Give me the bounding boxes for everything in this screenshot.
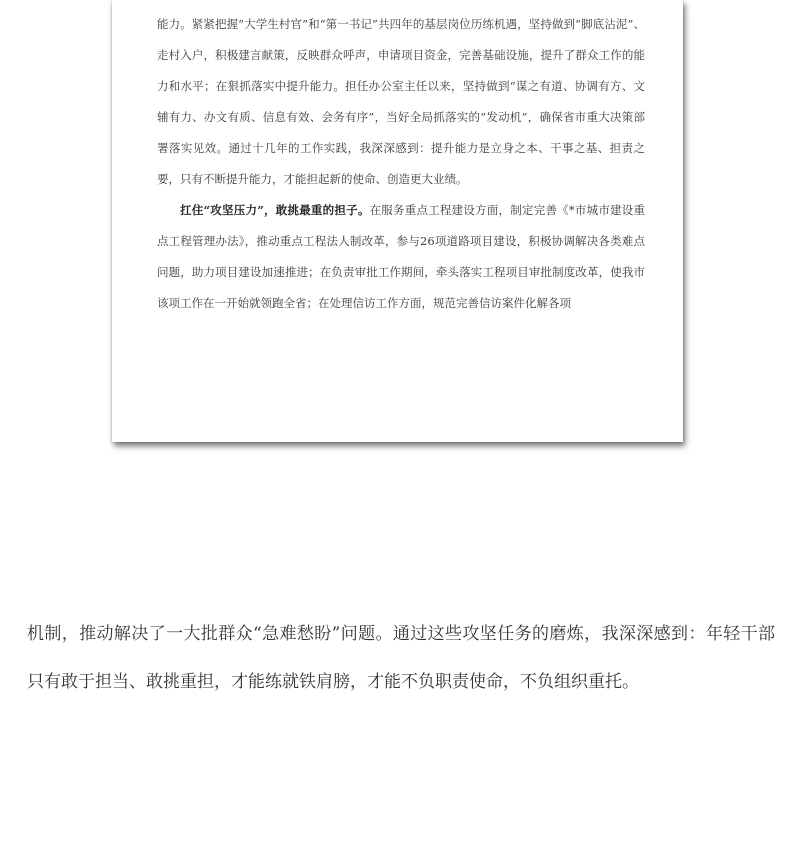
paragraph-ability: 能力。紧紧把握“大学生村官”和“第一书记”共四年的基层岗位历练机遇，坚持做到“脚底沾泥”、走村入户，积极建言献策，反映群众呼声，申请项目资金，完善基础设施，提升了群众工作的能力和水平；在狠抓落实中提升能力。担任办公室主任以来，坚持做到“谋之有道、协调有方、文辅有力、办文有质、信息有效、会务有序”，当好全局抓落实的“发动机”，确保省市重大决策部署落实见效。通过十几年的工作实践，我深深感到：提升能力是立身之本、干事之基、担责之要，只有不断提升能力，才能担起新的使命、创造更大业绩。 xyxy=(157,17,645,186)
document-page-preview xyxy=(112,0,683,442)
paragraph-lead-heading: 扛住“攻坚压力”，敢挑最重的担子。 xyxy=(180,203,370,217)
continuation-text-block xyxy=(27,610,775,706)
continuation-paragraph: 机制，推动解决了一大批群众“急难愁盼”问题。通过这些攻坚任务的磨炼，我深深感到：年轻干部只有敢于担当、敢挑重担，才能练就铁肩膀，才能不负职责使命，不负组织重托。 xyxy=(27,624,775,692)
paragraph-pressure xyxy=(157,195,645,319)
paragraph-body-text: 在服务重点工程建设方面，制定完善《*市城市建设重点工程管理办法》，推动重点工程法人制改革，参与26项道路项目建设，积极协调解决各类难点问题，助力项目建设加速推进；在负责审批工作期间，牵头落实工程项目审批制度改革，使我市该项工作在一开始就领跑全省；在处理信访工作方面，规范完善信访案件化解各项 xyxy=(157,203,645,310)
page-body-text xyxy=(157,9,645,319)
